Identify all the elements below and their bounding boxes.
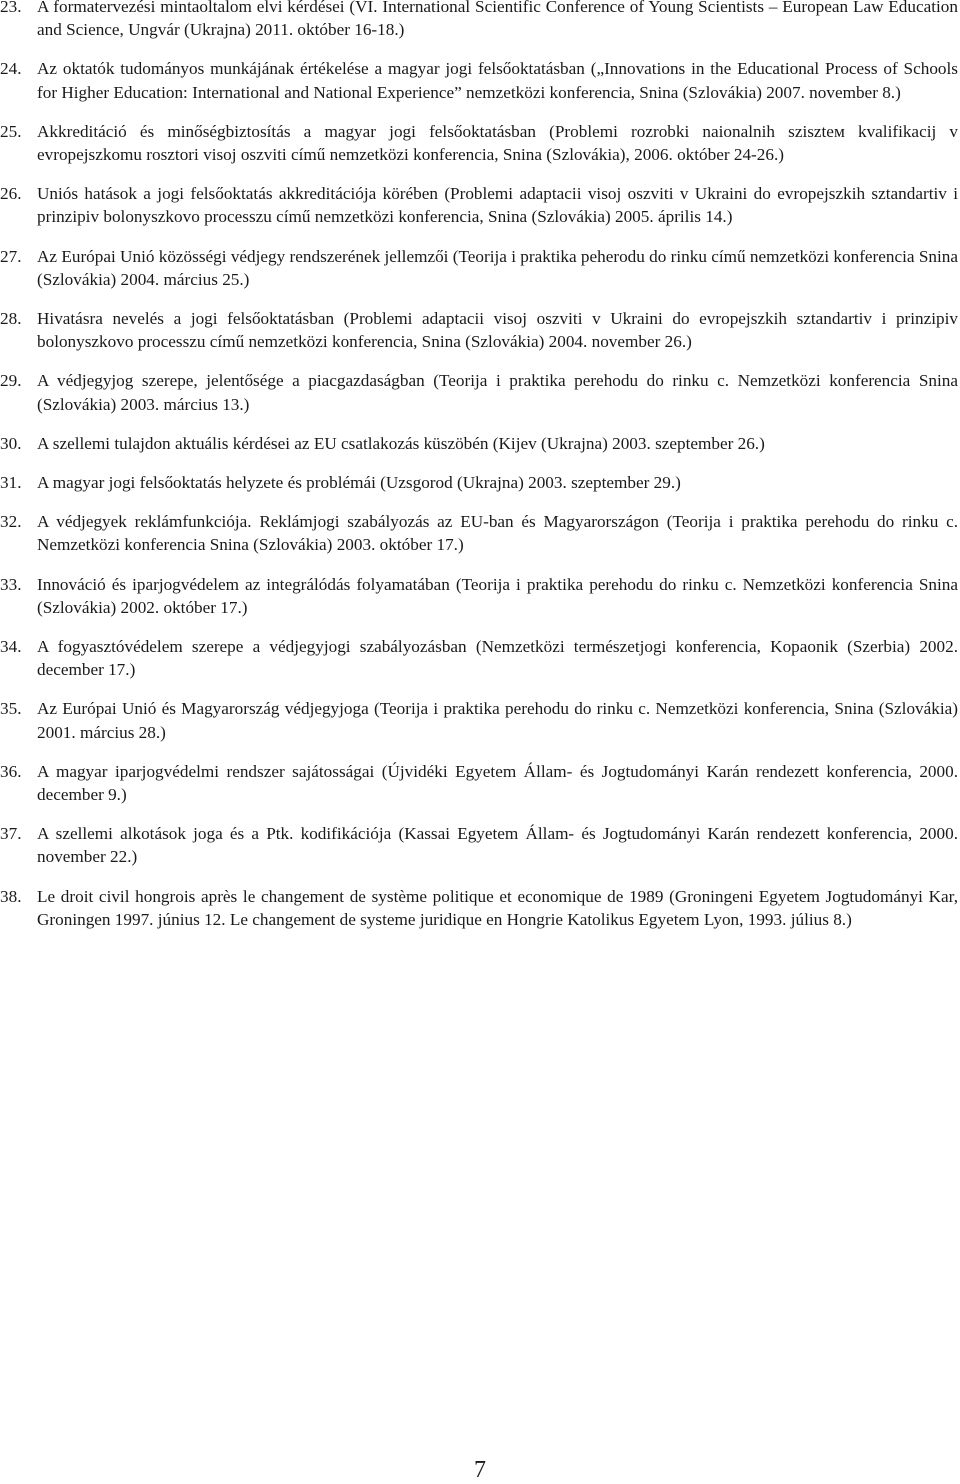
item-number: 31. [0,473,22,493]
list-item [0,307,958,353]
list-item [0,822,958,868]
list-item [0,0,958,41]
list-item [0,182,958,228]
item-text: A védjegyjog szerepe, jelentősége a piacgazdaságban (Teorija i praktika perehodu do rinku c. Nemzetközi konferencia Snina (Szlovákia) 2003. március 13.) [37,371,958,414]
item-text: Innováció és iparjogvédelem az integrálódás folyamatában (Teorija i praktika perehodu do rinku c. Nemzetközi konferencia Snina (Szlovákia) 2002. október 17.) [37,574,958,617]
page-number: 7 [474,1457,486,1483]
item-number: 29. [0,371,22,391]
item-number: 23. [0,0,22,16]
item-text: Akkreditáció és minőségbiztosítás a magyar jogi felsőoktatásban (Problemi rozrobki naionalnih sziszteм kvalifikacij v evropejszkomu rosztori visoj oszviti című nemzetközi konferencia, Snina (Szlovákia), 2006. október 24-26.) [37,121,958,165]
item-text: A formatervezési mintaoltalom elvi kérdései (VI. International Scientific Conference of Young Scientists – European Law Education and Science, Ungvár (Ukrajna) 2011. október 16-18.) [37,0,958,40]
item-number: 25. [0,121,22,141]
item-text: A szellemi alkotások joga és a Ptk. kodifikációja (Kassai Egyetem Állam- és Jogtudományi Karán rendezett konferencia, 2000. november 22.) [37,824,958,867]
list-item [0,471,958,494]
item-number: 27. [0,246,22,266]
item-text: A szellemi tulajdon aktuális kérdései az EU csatlakozás küszöbén (Kijev (Ukrajna) 2003. szeptember 26.) [37,433,765,453]
list-item [0,760,958,806]
item-text: A védjegyek reklámfunkciója. Reklámjogi szabályozás az EU-ban és Magyarországon (Teorija i praktika perehodu do rinku c. Nemzetközi konferencia Snina (Szlovákia) 2003. október 17.) [37,512,958,555]
item-text: Hivatásra nevelés a jogi felsőoktatásban (Problemi adaptacii visoj oszviti v Ukraini do evropejszkih sztandartiv i prinzipiv bolonyszkovo processzu című nemzetközi konferencia, Snina (Szlovákia) 2004. november 26.) [37,309,958,352]
item-number: 26. [0,184,22,204]
list-item [0,885,958,931]
item-number: 30. [0,433,22,453]
item-number: 24. [0,59,22,79]
item-text: Uniós hatások a jogi felsőoktatás akkreditációja körében (Problemi adaptacii visoj oszviti v Ukraini do evropejszkih sztandartiv i prinzipiv bolonyszkovo processzu című nemzetközi konferencia, Snina (Szlovákia) 2005. április 14.) [37,184,958,227]
list-item [0,510,958,556]
list-item [0,120,958,166]
item-text: A fogyasztóvédelem szerepe a védjegyjogi szabályozásban (Nemzetközi természetjogi konferencia, Kopaonik (Szerbia) 2002. december 17.) [37,637,958,680]
item-number: 34. [0,637,22,657]
item-text: A magyar jogi felsőoktatás helyzete és problémái (Uzsgorod (Ukrajna) 2003. szeptember 29.) [37,473,681,493]
item-text: Le droit civil hongrois après le changement de système politique et economique de 1989 (Groningeni Egyetem Jogtudományi Kar, Groningen 1997. június 12. Le changement de systeme juridique en Hongrie Katolikus Egyetem Lyon, 1993. július 8.) [37,886,958,929]
list-item [0,369,958,415]
item-number: 28. [0,309,22,329]
item-text: Az Európai Unió közösségi védjegy rendszerének jellemzői (Teorija i praktika peherodu do rinku című nemzetközi konferencia Snina (Szlovákia) 2004. március 25.) [37,246,958,289]
item-number: 35. [0,699,22,719]
list-item [0,635,958,681]
list-item [0,57,958,103]
item-number: 36. [0,761,22,781]
item-text: Az oktatók tudományos munkájának értékelése a magyar jogi felsőoktatásban („Innovations in the Educational Process of Schools for Higher Education: International and National Experience” nemzetközi konferencia, Snina (Szlovákia) 2007. november 8.) [37,59,958,102]
item-text: A magyar iparjogvédelmi rendszer sajátosságai (Újvidéki Egyetem Állam- és Jogtudományi Karán rendezett konferencia, 2000. december 9.) [37,761,958,805]
list-item [0,245,958,291]
item-text: Az Európai Unió és Magyarország védjegyjoga (Teorija i praktika perehodu do rinku c. Nemzetközi konferencia, Snina (Szlovákia) 2001. március 28.) [37,699,958,742]
item-number: 33. [0,574,22,594]
list-item [0,697,958,743]
item-number: 32. [0,512,22,532]
item-number: 38. [0,886,22,906]
item-number: 37. [0,824,22,844]
list-item [0,432,958,455]
list-item [0,573,958,619]
